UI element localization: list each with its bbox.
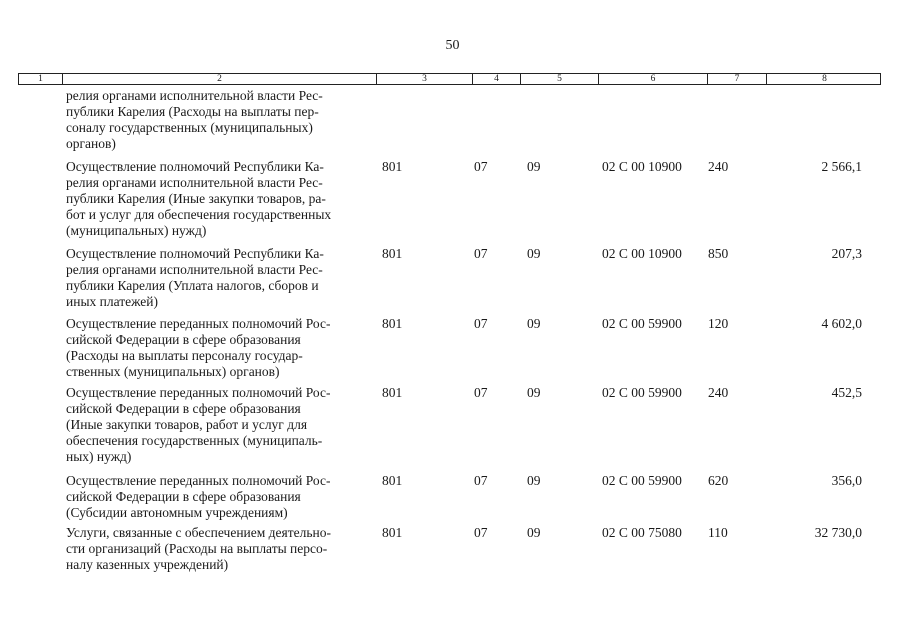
row-description (66, 246, 372, 310)
description-line: Осуществление переданных полномочий Рос- (66, 473, 331, 488)
description-line: релия органами исполнительной власти Рес- (66, 88, 323, 103)
cell-section: 07 (474, 385, 488, 400)
header-col-1: 1 (19, 74, 63, 84)
description-line: Осуществление полномочий Республики Ка- (66, 246, 324, 261)
description-line: ных) нужд) (66, 449, 132, 464)
row-description (66, 88, 372, 152)
description-line: сти организаций (Расходы на выплаты персо- (66, 541, 328, 556)
cell-amount: 2 566,1 (821, 159, 862, 174)
cell-expense-type: 120 (708, 316, 729, 331)
description-line: публики Карелия (Уплата налогов, сборов и (66, 278, 319, 293)
header-col-2: 2 (63, 74, 377, 84)
description-line: (Иные закупки товаров, работ и услуг для (66, 417, 308, 432)
description-line: (Субсидии автономным учреждениям) (66, 505, 288, 520)
description-line: сийской Федерации в сфере образования (66, 332, 301, 347)
description-line: соналу государственных (муниципальных) (66, 120, 313, 135)
description-line: бот и услуг для обеспечения государственных (66, 207, 332, 222)
description-line: налу казенных учреждений) (66, 557, 229, 572)
cell-target-article: 02 С 00 59900 (602, 473, 682, 488)
cell-section: 07 (474, 525, 488, 540)
cell-expense-type: 110 (708, 525, 728, 540)
cell-target-article: 02 С 00 10900 (602, 246, 682, 261)
cell-target-article: 02 С 00 59900 (602, 385, 682, 400)
cell-ministry-code: 801 (382, 385, 403, 400)
header-col-8: 8 (822, 74, 827, 84)
description-line: обеспечения государственных (муниципаль- (66, 433, 323, 448)
cell-amount: 32 730,0 (814, 525, 862, 540)
description-line: релия органами исполнительной власти Рес- (66, 262, 323, 277)
cell-ministry-code: 801 (382, 473, 403, 488)
cell-amount: 356,0 (831, 473, 862, 488)
cell-ministry-code: 801 (382, 159, 403, 174)
cell-subsection: 09 (527, 525, 541, 540)
header-col-4: 4 (473, 74, 521, 84)
cell-amount: 207,3 (831, 246, 862, 261)
header-col-7: 7 (708, 74, 767, 84)
row-description (66, 473, 372, 521)
description-line: иных платежей) (66, 294, 159, 309)
cell-expense-type: 240 (708, 159, 729, 174)
cell-subsection: 09 (527, 385, 541, 400)
header-col-3: 3 (377, 74, 473, 84)
page-number: 50 (445, 38, 460, 53)
description-line: Осуществление переданных полномочий Рос- (66, 385, 331, 400)
description-line: Осуществление переданных полномочий Рос- (66, 316, 331, 331)
description-line: (муниципальных) нужд) (66, 223, 207, 238)
description-line: публики Карелия (Иные закупки товаров, ра- (66, 191, 326, 206)
cell-ministry-code: 801 (382, 525, 403, 540)
cell-ministry-code: 801 (382, 316, 403, 331)
table-header (18, 73, 881, 85)
cell-amount: 4 602,0 (821, 316, 862, 331)
description-line: релия органами исполнительной власти Рес- (66, 175, 323, 190)
row-description (66, 385, 372, 465)
description-line: сийской Федерации в сфере образования (66, 401, 301, 416)
cell-target-article: 02 С 00 10900 (602, 159, 682, 174)
description-line: сийской Федерации в сфере образования (66, 489, 301, 504)
description-line: ственных (муниципальных) органов) (66, 364, 280, 379)
cell-target-article: 02 С 00 75080 (602, 525, 682, 540)
description-line: публики Карелия (Расходы на выплаты пер- (66, 104, 319, 119)
header-col-6: 6 (599, 74, 708, 84)
cell-subsection: 09 (527, 159, 541, 174)
cell-section: 07 (474, 473, 488, 488)
description-line: Услуги, связанные с обеспечением деятельно- (66, 525, 332, 540)
cell-subsection: 09 (527, 246, 541, 261)
cell-subsection: 09 (527, 316, 541, 331)
cell-expense-type: 620 (708, 473, 729, 488)
cell-section: 07 (474, 246, 488, 261)
cell-section: 07 (474, 159, 488, 174)
cell-target-article: 02 С 00 59900 (602, 316, 682, 331)
description-line: (Расходы на выплаты персоналу государ- (66, 348, 303, 363)
header-col-5: 5 (521, 74, 599, 84)
cell-section: 07 (474, 316, 488, 331)
description-line: Осуществление полномочий Республики Ка- (66, 159, 324, 174)
cell-subsection: 09 (527, 473, 541, 488)
description-line: органов) (66, 136, 116, 151)
cell-ministry-code: 801 (382, 246, 403, 261)
cell-amount: 452,5 (831, 385, 862, 400)
row-description (66, 316, 372, 380)
row-description (66, 525, 372, 573)
cell-expense-type: 850 (708, 246, 729, 261)
cell-expense-type: 240 (708, 385, 729, 400)
row-description (66, 159, 372, 239)
